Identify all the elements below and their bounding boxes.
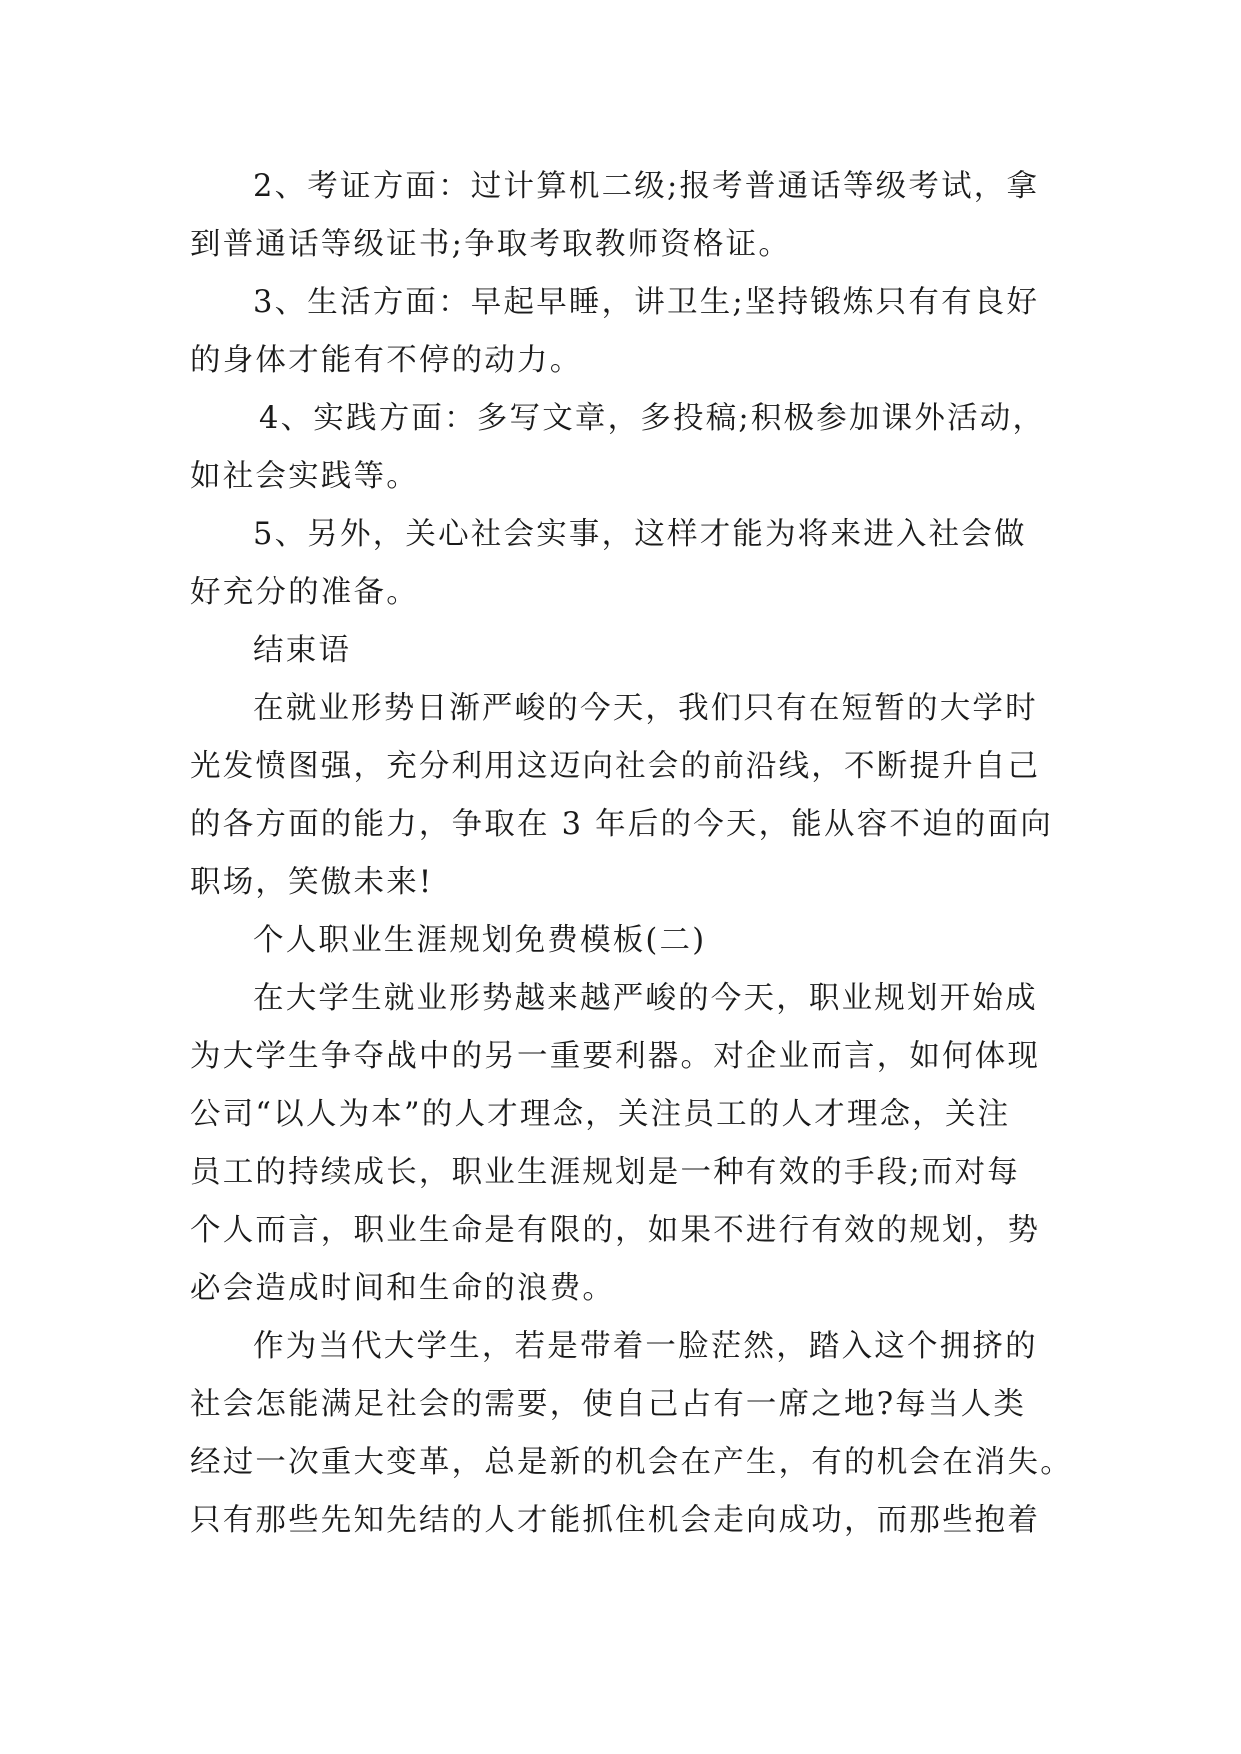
text-line: 好充分的准备。 — [190, 575, 419, 610]
text-line: 到普通话等级证书;争取考取教师资格证。 — [190, 227, 792, 262]
text-line: 2、考证方面：过计算机二级;报考普通话等级考试，拿 — [253, 169, 1040, 204]
text-line: 为大学生争夺战中的另一重要利器。对企业而言，如何体现 — [190, 1039, 1041, 1074]
text-line: 个人而言，职业生命是有限的，如果不进行有效的规划，势 — [190, 1213, 1041, 1248]
text-line: 5、另外，关心社会实事，这样才能为将来进入社会做 — [253, 517, 1027, 552]
text-line: 只有那些先知先结的人才能抓住机会走向成功，而那些抱着 — [190, 1503, 1041, 1538]
text-line: 公司“以人为本”的人才理念，关注员工的人才理念，关注 — [190, 1097, 1011, 1132]
text-line: 职场，笑傲未来! — [190, 865, 434, 900]
text-line: 如社会实践等。 — [190, 459, 419, 494]
text-line: 3、生活方面：早起早睡，讲卫生;坚持锻炼只有有良好 — [253, 285, 1040, 320]
text-line: 光发愤图强，充分利用这迈向社会的前沿线，不断提升自己 — [190, 749, 1041, 784]
text-line: 的各方面的能力，争取在 3 年后的今天，能从容不迫的面向 — [190, 807, 1053, 842]
text-line: 必会造成时间和生命的浪费。 — [190, 1271, 616, 1306]
text-line: 在大学生就业形势越来越严峻的今天，职业规划开始成 — [253, 981, 1038, 1016]
section-heading: 个人职业生涯规划免费模板(二) — [253, 923, 707, 958]
text-line: 经过一次重大变革，总是新的机会在产生，有的机会在消失。 — [190, 1445, 1073, 1480]
text-line: 作为当代大学生，若是带着一脸茫然，踏入这个拥挤的 — [253, 1329, 1038, 1364]
text-line: 的身体才能有不停的动力。 — [190, 343, 583, 378]
text-line: 在就业形势日渐严峻的今天，我们只有在短暂的大学时 — [253, 691, 1038, 726]
section-heading: 结束语 — [253, 633, 352, 668]
text-line: 4、实践方面：多写文章，多投稿;积极参加课外活动， — [259, 401, 1046, 436]
text-line: 社会怎能满足社会的需要，使自己占有一席之地?每当人类 — [190, 1387, 1027, 1422]
text-line: 员工的持续成长，职业生涯规划是一种有效的手段;而对每 — [190, 1155, 1020, 1190]
